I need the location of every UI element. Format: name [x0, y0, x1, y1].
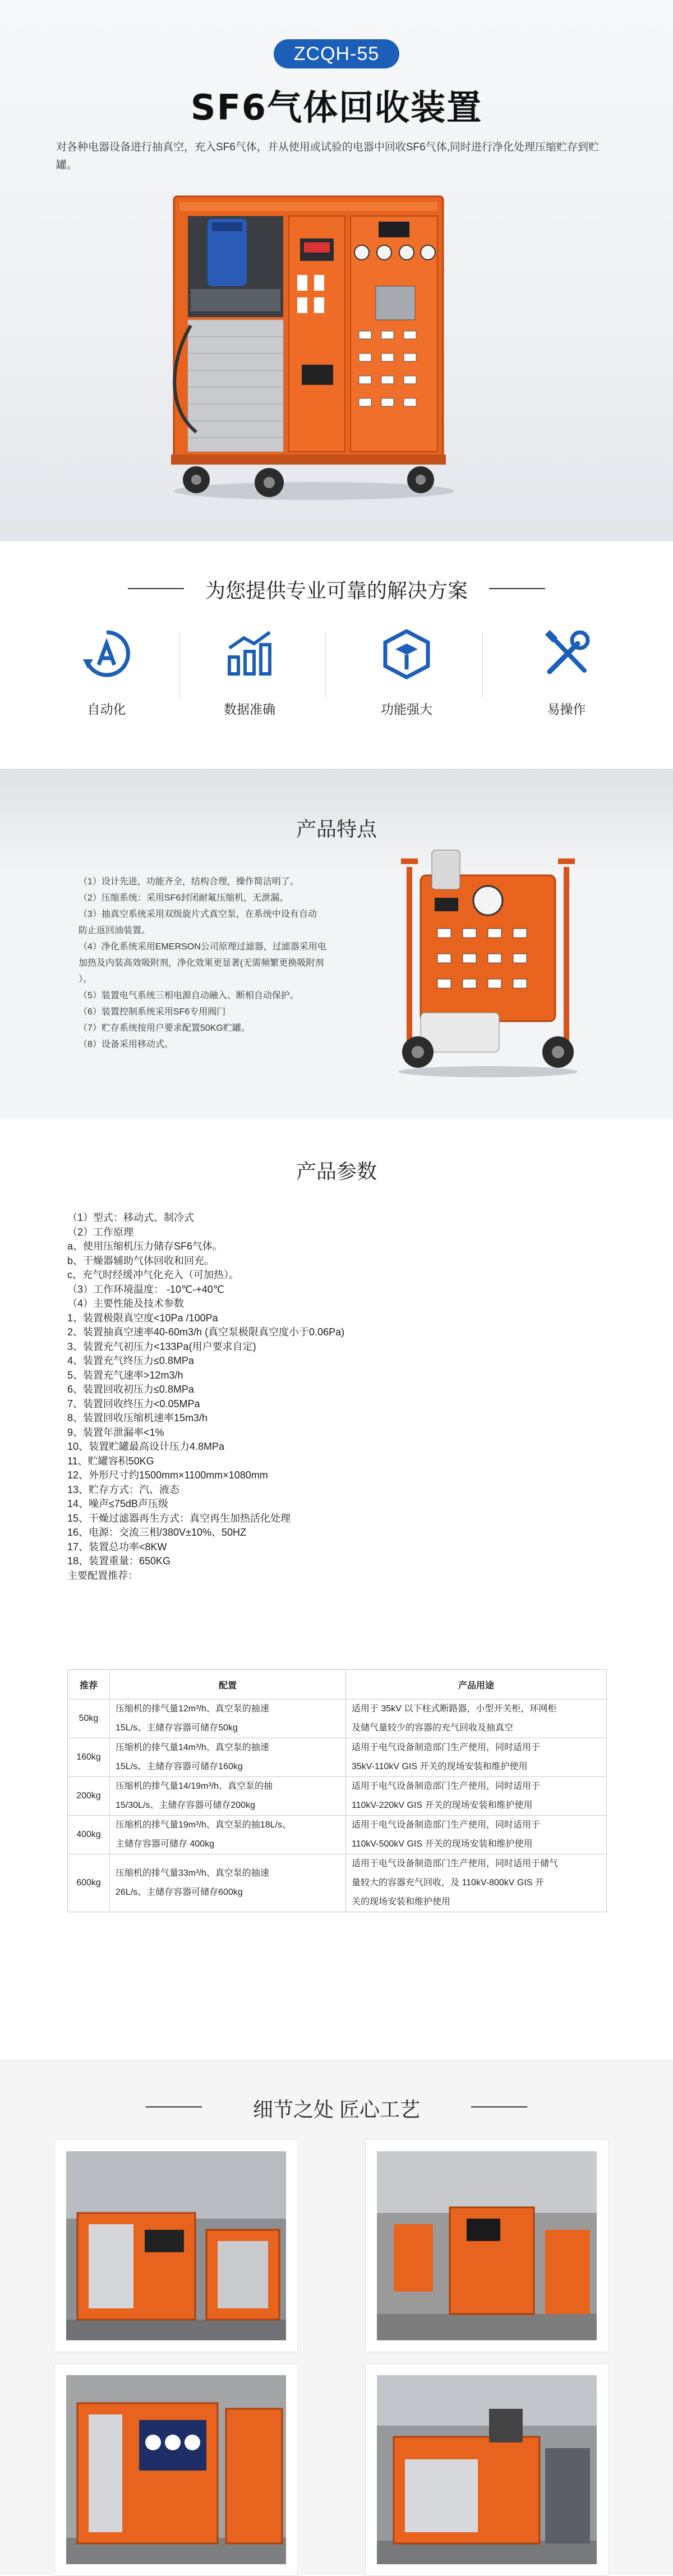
- param-line: 3、装置充气初压力<133Pa(用户要求自定): [67, 1340, 256, 1352]
- cell-spec: 50kg: [68, 1700, 110, 1738]
- list-item: （3）抽真空系统采用双级旋片式真空泵，在系统中设有自动: [79, 910, 317, 919]
- cell-usage: [346, 1816, 607, 1854]
- param-line: 5、装置充气速率>12m3/h: [67, 1369, 183, 1381]
- cell-spec: 600kg: [68, 1854, 110, 1912]
- param-line: （4）主要性能及技术参数: [67, 1298, 185, 1309]
- detail-photo-1: [54, 2139, 298, 2352]
- param-line: 15、干燥过滤器再生方式：真空再生加热活化处理: [67, 1512, 291, 1524]
- cell-line: 及储气量较少的容器的充气回收及抽真空: [352, 1723, 514, 1733]
- cell-usage: [346, 1700, 607, 1738]
- automation-icon: [79, 626, 135, 682]
- model-badge: ZCQH-55: [274, 39, 399, 68]
- cell-config: [110, 1777, 346, 1816]
- cell-usage: [346, 1738, 607, 1777]
- cell-line: 110kV-500kV GIS 开关的现场安装和维护使用: [352, 1839, 533, 1849]
- hero-title: SF6气体回收装置: [190, 87, 483, 128]
- details-section: [0, 2059, 673, 2575]
- params-title: 产品参数: [296, 1160, 377, 1183]
- column-header: 推荐: [68, 1670, 110, 1700]
- hero-machine-image: [157, 185, 471, 505]
- cell-line: 26L/s、主储存容器可储存600kg: [116, 1888, 243, 1897]
- workshop-photo: [377, 2375, 597, 2564]
- cell-line: 适用于电气设备制造部门生产使用，同时适用于: [352, 1820, 541, 1830]
- cell-line: 压缩机的排气量33m³/h、真空泵的抽速: [116, 1868, 269, 1878]
- param-line: 14、噪声≤75dB声压级: [67, 1498, 168, 1509]
- list-item: ）。: [79, 975, 93, 984]
- cell-line: 15/30L/s、主储存容器可储存200kg: [116, 1801, 255, 1810]
- table-header-row: [68, 1670, 607, 1700]
- feature-divider: [482, 631, 483, 699]
- cell-line: 适用于 35kV 以下柱式断路器，小型开关柜，环网柜: [352, 1704, 557, 1714]
- table-row: [68, 1738, 607, 1777]
- data-chart-icon: [222, 626, 278, 682]
- cell-line: 15L/s、主储存容器可储存50kg: [116, 1723, 238, 1733]
- param-line: 13、贮存方式：汽、液态: [67, 1484, 180, 1495]
- feature-automation: [64, 626, 149, 718]
- product-features-title: 产品特点: [296, 818, 377, 841]
- param-line: b、干燥器辅助气体回收和回充。: [67, 1255, 215, 1266]
- list-item: 加热及内装高效吸附剂，净化效果更显著(无需频繁更换吸附剂: [79, 958, 324, 968]
- product-features-list: [79, 874, 370, 1053]
- workshop-photo: [377, 2151, 597, 2340]
- param-line: 4、装置充气终压力≤0.8MPa: [67, 1355, 194, 1366]
- tools-icon: [538, 626, 594, 682]
- title-line-right: [489, 588, 545, 589]
- cell-line: 量较大的容器充气回收，及 110kV-800kV GIS 开: [352, 1878, 544, 1888]
- list-item: （7）贮存系统按用户要求配置50KG贮罐。: [79, 1023, 250, 1033]
- cell-spec: 200kg: [68, 1777, 110, 1816]
- param-line: a、使用压缩机压力储存SF6气体。: [67, 1241, 223, 1252]
- cell-line: 35kV-110kV GIS 开关的现场安装和维护使用: [352, 1762, 528, 1771]
- feature-easy-operate: [524, 626, 609, 718]
- table-row: [68, 1854, 607, 1912]
- param-line: 6、装置回收初压力≤0.8MPa: [67, 1384, 194, 1395]
- workshop-photo: [66, 2375, 286, 2564]
- param-line: 7、装置回收终压力<0.05MPa: [67, 1398, 200, 1409]
- cell-line: 压缩机的排气量14m³/h、真空泵的抽速: [116, 1743, 269, 1752]
- table-row: [68, 1700, 607, 1738]
- param-line: 17、装置总功率<8KW: [67, 1541, 167, 1553]
- cell-line: 适用于电气设备制造部门生产使用，同时适用于储气: [352, 1859, 559, 1868]
- list-item: （1）设计先进，功能齐全，结构合理，操作简洁明了。: [79, 877, 299, 887]
- product-params-section: [0, 1119, 673, 2059]
- product-features-machine-image: [387, 844, 589, 1080]
- workshop-photo: [66, 2151, 286, 2340]
- cell-usage: [346, 1854, 607, 1912]
- feature-label: 功能强大: [381, 702, 432, 717]
- hero-section: [0, 0, 673, 541]
- feature-label: 易操作: [547, 702, 586, 717]
- cube-icon: [379, 626, 435, 682]
- cell-usage: [346, 1777, 607, 1816]
- list-item: （6）装置控制系统采用SF6专用阀门: [79, 1007, 226, 1017]
- cell-spec: 160kg: [68, 1738, 110, 1777]
- params-list: [67, 1211, 572, 1583]
- cell-line: 适用于电气设备制造部门生产使用，同时适用于: [352, 1781, 541, 1791]
- list-item: （4）净化系统采用EMERSON公司原理过滤器，过滤器采用电: [79, 942, 326, 952]
- list-item: 防止返回油装置。: [79, 926, 151, 935]
- list-item: （8）设备采用移动式。: [79, 1040, 173, 1049]
- column-header: 产品用途: [346, 1670, 607, 1700]
- solutions-title: 为您提供专业可靠的解决方案: [205, 579, 468, 602]
- param-line: （1）型式：移动式、制冷式: [67, 1212, 195, 1223]
- param-line: 18、装置重量：650KG: [67, 1555, 171, 1567]
- detail-photo-4: [365, 2363, 609, 2576]
- table-row: [68, 1816, 607, 1854]
- param-line: 9、装置年泄漏率<1%: [67, 1426, 164, 1438]
- cell-line: 15L/s、主储存容器可储存160kg: [116, 1762, 243, 1771]
- cell-config: [110, 1700, 346, 1738]
- param-line: 1、装置极限真空度<10Pa /100Pa: [67, 1312, 218, 1324]
- feature-divider: [179, 631, 180, 699]
- param-line: 16、电源：交流三相/380V±10%、50HZ: [67, 1527, 246, 1538]
- list-item: （2）压缩系统：采用SF6封闭耐氟压缩机，无泄漏。: [79, 893, 289, 903]
- cell-line: 110kV-220kV GIS 开关的现场安装和维护使用: [352, 1801, 533, 1810]
- cell-config: [110, 1816, 346, 1854]
- hero-description: 对各种电器设备进行抽真空，充入SF6气体，并从使用或试验的电器中回收SF6气体,同时进行净化处理压缩贮存到贮罐。: [56, 141, 599, 171]
- feature-powerful: [365, 626, 449, 718]
- param-line: 11、贮罐容积50KG: [67, 1455, 154, 1467]
- cell-line: 压缩机的排气量19m³/h、真空泵的抽18L/s、: [116, 1820, 291, 1830]
- param-line: （2）工作原理: [67, 1226, 134, 1238]
- details-title: 细节之处 匠心工艺: [252, 2098, 420, 2121]
- param-line: 12、外形尺寸约1500mm×1100mm×1080mm: [67, 1470, 268, 1481]
- cell-line: 关的现场安装和维护使用: [352, 1897, 451, 1907]
- detail-photo-3: [54, 2363, 298, 2576]
- feature-label: 自动化: [87, 702, 126, 717]
- cell-line: 适用于电气设备制造部门生产使用，同时适用于: [352, 1743, 541, 1752]
- cell-spec: 400kg: [68, 1816, 110, 1854]
- feature-data-accurate: [208, 626, 292, 718]
- table-row: [68, 1777, 607, 1816]
- solutions-section: [0, 541, 673, 769]
- param-line: 2、装置抽真空速率40-60m3/h (真空泵极限真空度小于0.06Pa): [67, 1326, 345, 1338]
- config-table: [67, 1669, 607, 1912]
- column-header: 配置: [110, 1670, 346, 1700]
- cell-line: 压缩机的排气量12m³/h、真空泵的抽速: [116, 1704, 269, 1714]
- list-item: （5）装置电气系统三相电源自动融入、断相自动保护。: [79, 991, 299, 1000]
- cell-line: 压缩机的排气量14/19m³/h、真空泵的抽: [116, 1781, 273, 1791]
- product-features-section: [0, 769, 673, 1119]
- param-line: 8、装置回收压缩机速率15m3/h: [67, 1412, 208, 1424]
- cell-config: [110, 1738, 346, 1777]
- param-line: 10、装置贮罐最高设计压力4.8MPa: [67, 1441, 225, 1452]
- param-line: （3）工作环境温度： -10℃-+40℃: [67, 1283, 224, 1295]
- feature-label: 数据准确: [224, 702, 275, 717]
- detail-photo-2: [365, 2139, 609, 2352]
- title-line-right: [471, 2106, 527, 2107]
- cell-config: [110, 1854, 346, 1912]
- param-line: 主要配置推荐：: [67, 1569, 138, 1581]
- cell-line: 主储存容器可储存 400kg: [116, 1839, 215, 1849]
- param-line: c、充气时经缓冲气化充入（可加热）。: [67, 1269, 239, 1280]
- feature-divider: [325, 631, 326, 699]
